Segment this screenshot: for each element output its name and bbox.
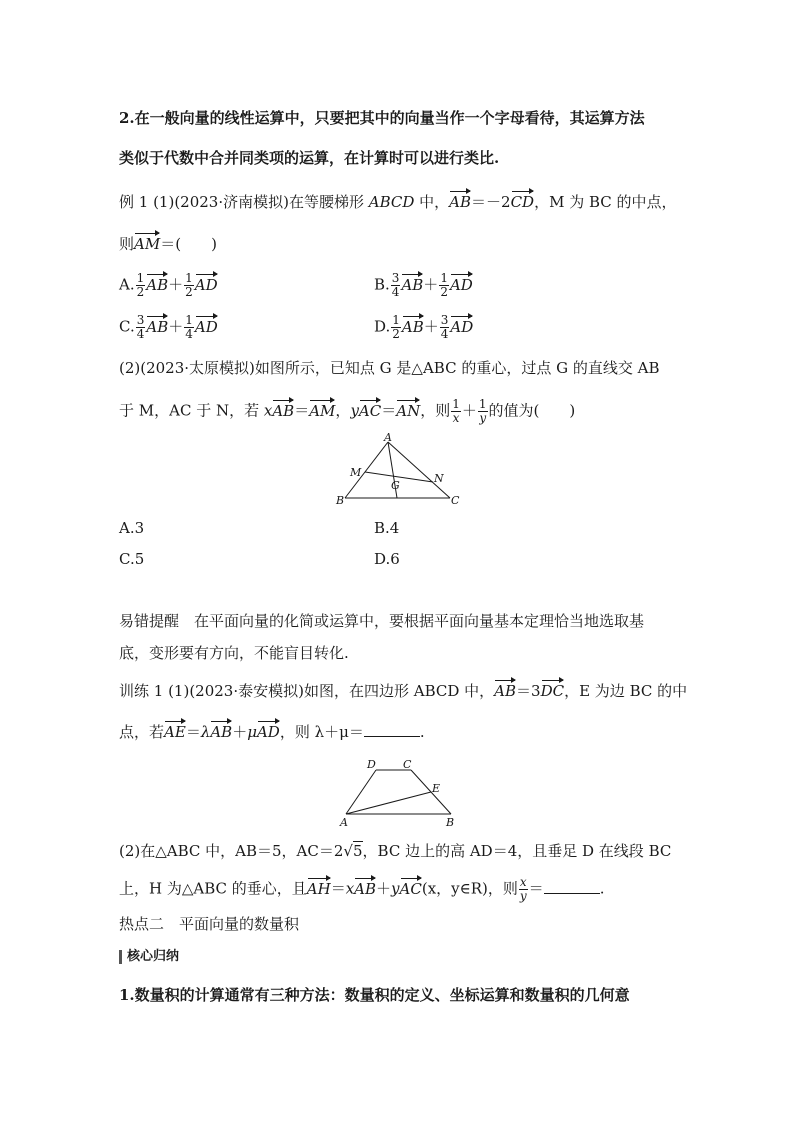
example-1-q1-option-a: A. $\frac{1}{2}$ AB＋ $\frac{1}{2}$ AD <box>119 271 218 299</box>
label-n: N <box>434 472 444 485</box>
label-m: M <box>350 466 362 479</box>
method-point-1: 1.数量积的计算通常有三种方法：数量积的定义、坐标运算和数量积的几何意 <box>119 986 630 1004</box>
label-c: C <box>451 494 460 507</box>
example-1-q2-option-c: C.5 <box>119 550 145 568</box>
label-a: A <box>384 432 392 444</box>
example-1-q1-line-2: 则AM＝( ) <box>119 232 217 254</box>
rule-2-line-1: 2.在一般向量的线性运算中，只要把其中的向量当作一个字母看待，其运算方法 <box>119 109 645 127</box>
example-1-q1-line-1: 例 1 (1)(2023·济南模拟)在等腰梯形 ABCD 中，AB＝－2CD，M 为 BC 的中点， <box>119 190 677 212</box>
training-1-q2-line-2: 上，H 为△ABC 的垂心，且AH＝xAB＋yAC(x，y∈R)，则 $\frac{x}{y}$ ＝ . <box>119 875 605 903</box>
hot-point-2-title: 热点二 平面向量的数量积 <box>119 915 300 933</box>
label-d: D <box>367 758 376 771</box>
label-a: A <box>340 816 348 828</box>
example-1-q2-line-2: 于 M，AC 于 N，若 xAB＝AM，yAC＝AN，则 $\frac{1}{x}$ ＋ $\frac{1}{y}$ 的值为( ) <box>119 397 576 425</box>
tip-line-2: 底，变形要有方向，不能盲目转化. <box>119 644 349 662</box>
example-1-q2-option-a: A.3 <box>119 519 145 537</box>
example-1-q1-option-b: B. $\frac{3}{4}$ AB＋ $\frac{1}{2}$ AD <box>374 271 473 299</box>
answer-blank-1[interactable] <box>364 722 420 737</box>
tip-line-1: 易错提醒 在平面向量的化简或运算中，要根据平面向量基本定理恰当地选取基 <box>119 612 645 630</box>
core-summary-title: 核心归纳 <box>119 950 179 964</box>
training-1-q1-line-2: 点，若AE＝λAB＋μAD，则 λ＋μ＝ . <box>119 720 425 742</box>
triangle-centroid-figure <box>330 432 470 512</box>
training-1-q2-line-1: (2)在△ABC 中，AB＝5，AC＝2√5，BC 边上的高 AD＝4，且垂足 D 在线段 BC <box>119 842 672 860</box>
training-1-q1-line-1: 训练 1 (1)(2023·泰安模拟)如图，在四边形 ABCD 中，AB＝3DC，E 为边 BC 的中 <box>119 679 687 701</box>
answer-blank-2[interactable] <box>544 879 600 894</box>
example-1-q1-option-c: C. $\frac{3}{4}$ AB＋ $\frac{1}{4}$ AD <box>119 313 218 341</box>
label-c: C <box>403 758 412 771</box>
example-1-q1-option-d: D. $\frac{1}{2}$ AB＋ $\frac{3}{4}$ AD <box>374 313 474 341</box>
example-1-q2-option-d: D.6 <box>374 550 400 568</box>
label-g: G <box>391 479 400 492</box>
rule-2-line-2: 类似于代数中合并同类项的运算，在计算时可以进行类比. <box>119 149 500 167</box>
label-b: B <box>446 816 455 828</box>
label-b: B <box>336 494 345 507</box>
label-e: E <box>432 782 441 795</box>
quadrilateral-figure <box>335 756 465 828</box>
example-1-q2-line-1: (2)(2023·太原模拟)如图所示，已知点 G 是△ABC 的重心，过点 G 的直线交 AB <box>119 359 660 377</box>
example-1-q2-option-b: B.4 <box>374 519 400 537</box>
